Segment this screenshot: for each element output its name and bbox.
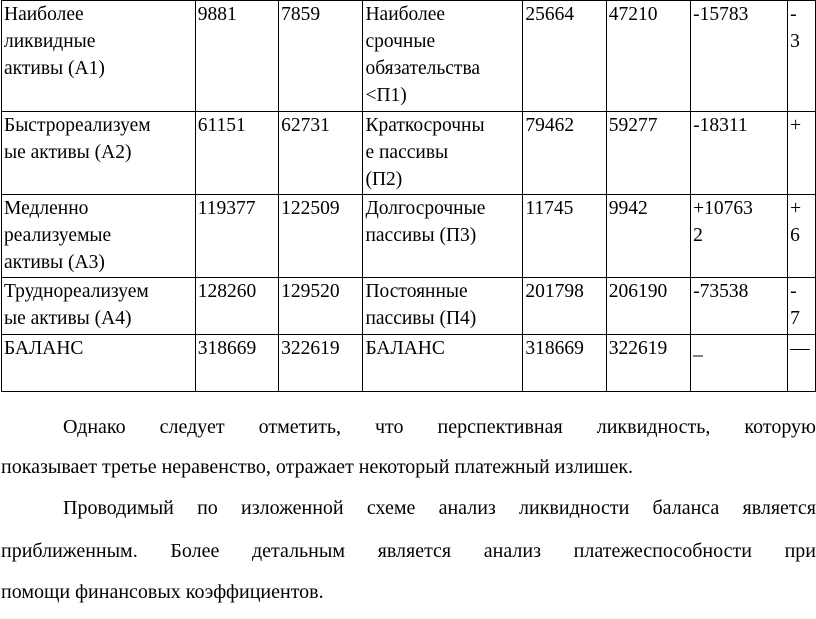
liability-begin-value-cell: 201798 xyxy=(523,278,606,335)
surplus-deficit-end-cell: + 6 xyxy=(788,195,816,278)
asset-group-cell: Медленно реализуемые активы (А3) xyxy=(2,195,196,278)
liability-total-end-cell: 322619 xyxy=(606,335,690,392)
liability-group-cell: Краткосрочны е пассивы (П2) xyxy=(363,112,523,195)
liability-begin-value-cell: 11745 xyxy=(523,195,606,278)
liability-begin-value-cell: 25664 xyxy=(523,1,606,112)
table-row xyxy=(2,1,816,112)
table-row xyxy=(2,112,816,195)
asset-begin-value-cell: 9881 xyxy=(195,1,278,112)
asset-begin-value-cell: 119377 xyxy=(195,195,278,278)
surplus-deficit-end-cell: - 7 xyxy=(788,278,816,335)
surplus-deficit-end-cell: - 3 xyxy=(788,1,816,112)
table-row xyxy=(2,195,816,278)
liability-begin-value-cell: 79462 xyxy=(523,112,606,195)
liability-total-cell: БАЛАНС xyxy=(363,335,523,392)
surplus-deficit-begin-cell: _ xyxy=(691,335,788,392)
liability-end-value-cell: 47210 xyxy=(606,1,690,112)
liability-end-value-cell: 9942 xyxy=(606,195,690,278)
asset-total-begin-cell: 318669 xyxy=(195,335,278,392)
surplus-deficit-begin-cell: -73538 xyxy=(691,278,788,335)
surplus-deficit-begin-cell: -18311 xyxy=(691,112,788,195)
paragraph-line: Однако следует отметить, что перспективная ликвидность, которую xyxy=(63,416,816,438)
paragraph-line: помощи финансовых коэффициентов. xyxy=(1,581,324,603)
asset-end-value-cell: 129520 xyxy=(279,278,363,335)
asset-begin-value-cell: 128260 xyxy=(195,278,278,335)
asset-end-value-cell: 122509 xyxy=(279,195,363,278)
liability-end-value-cell: 206190 xyxy=(606,278,690,335)
asset-group-cell: Наиболее ликвидные активы (А1) xyxy=(2,1,196,112)
liability-group-cell: Постоянные пассивы (П4) xyxy=(363,278,523,335)
surplus-deficit-end-cell: + xyxy=(788,112,816,195)
liquidity-balance-table xyxy=(1,0,816,392)
surplus-deficit-begin-cell: -15783 xyxy=(691,1,788,112)
surplus-deficit-begin-cell: +10763 2 xyxy=(691,195,788,278)
liability-group-cell: Долгосрочные пассивы (П3) xyxy=(363,195,523,278)
paragraph-line: приближенным. Более детальным является анализ платежеспособности при xyxy=(1,540,816,562)
table-row xyxy=(2,335,816,392)
surplus-deficit-end-cell: — xyxy=(788,335,816,392)
asset-end-value-cell: 7859 xyxy=(279,1,363,112)
table-row xyxy=(2,278,816,335)
paragraph-line: показывает третье неравенство, отражает некоторый платежный излишек. xyxy=(1,456,634,478)
asset-end-value-cell: 62731 xyxy=(279,112,363,195)
liability-total-begin-cell: 318669 xyxy=(523,335,606,392)
liability-group-cell: Наиболее срочные обязательства <П1) xyxy=(363,1,523,112)
asset-total-cell: БАЛАНС xyxy=(2,335,196,392)
asset-group-cell: Быстрореализуем ые активы (А2) xyxy=(2,112,196,195)
asset-total-end-cell: 322619 xyxy=(279,335,363,392)
asset-group-cell: Труднореализуем ые активы (А4) xyxy=(2,278,196,335)
paragraph-line: Проводимый по изложенной схеме анализ ликвидности баланса является xyxy=(63,497,816,519)
liability-end-value-cell: 59277 xyxy=(606,112,690,195)
asset-begin-value-cell: 61151 xyxy=(195,112,278,195)
